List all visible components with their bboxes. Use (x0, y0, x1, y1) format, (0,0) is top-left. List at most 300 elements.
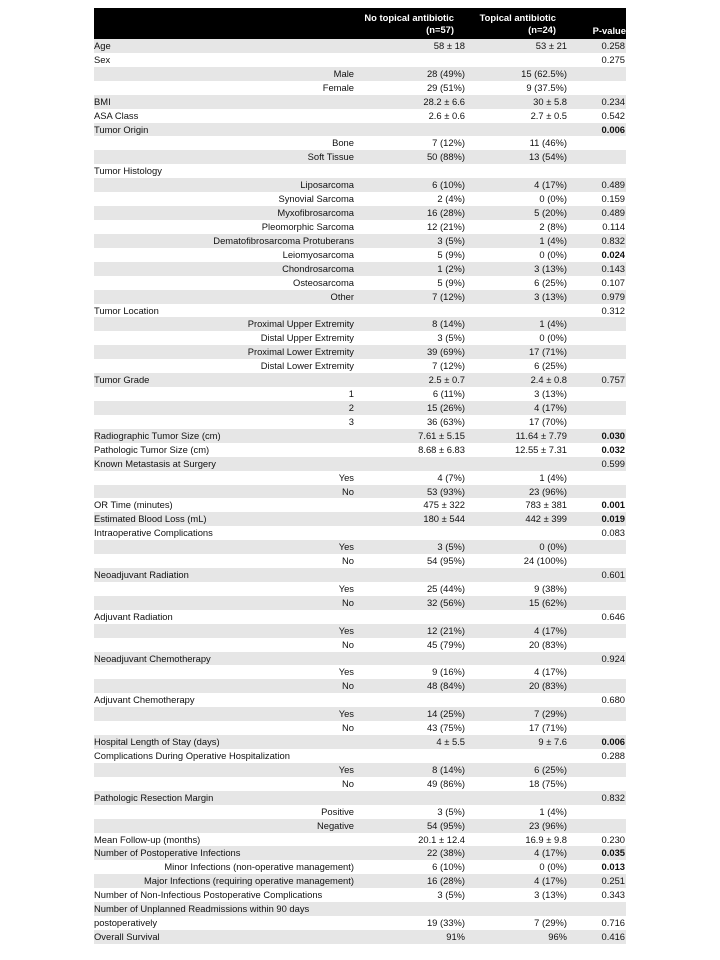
table-row (94, 819, 626, 833)
no-topical-value (354, 749, 465, 763)
p-value: 0.832 (601, 234, 625, 246)
p-value: 0.275 (601, 53, 625, 65)
topical-value: 13 (54%) (528, 151, 567, 163)
row-label: Pathologic Tumor Size (cm) (94, 443, 210, 455)
p-value (567, 401, 626, 415)
topical-value (465, 791, 567, 805)
p-value: 0.258 (601, 40, 625, 51)
row-label: 3 (348, 415, 354, 427)
topical-value: 18 (75%) (528, 777, 567, 789)
p-value: 0.489 (601, 207, 625, 219)
table-body (94, 39, 626, 944)
table-row (94, 331, 626, 345)
p-value: 0.489 (601, 179, 625, 191)
p-value: 0.599 (601, 457, 625, 469)
table-row (94, 248, 626, 262)
row-label: No (342, 485, 354, 497)
table-header (94, 8, 626, 39)
row-label: Overall Survival (94, 931, 160, 942)
no-topical-value: 2.5 ± 0.7 (428, 374, 465, 386)
no-topical-value (354, 53, 465, 67)
table-row (94, 443, 626, 457)
topical-value: 3 (13%) (534, 262, 567, 274)
p-value (567, 638, 626, 652)
row-label: Hospital Length of Stay (days) (94, 736, 220, 748)
topical-value: 53 ± 21 (535, 40, 567, 51)
table-row (94, 749, 626, 763)
no-topical-value: 28.2 ± 6.6 (423, 95, 465, 107)
p-value: 0.035 (601, 847, 625, 859)
p-value: 0.006 (601, 736, 625, 748)
topical-value: 0 (0%) (539, 248, 567, 260)
table-row (94, 220, 626, 234)
table-row (94, 136, 626, 150)
no-topical-value: 54 (95%) (426, 555, 465, 567)
row-label: Yes (338, 582, 354, 594)
topical-value: 20 (83%) (528, 638, 567, 650)
no-topical-value: 4 ± 5.5 (436, 736, 465, 748)
row-label: Yes (338, 708, 354, 720)
topical-value (465, 610, 567, 624)
topical-value: 442 ± 399 (525, 513, 567, 525)
p-value: 0.924 (601, 652, 625, 664)
row-label: Bone (332, 137, 354, 149)
no-topical-value: 7 (12%) (432, 137, 465, 149)
topical-value (465, 749, 567, 763)
table-row (94, 81, 626, 95)
table-row (94, 554, 626, 568)
table-row (94, 665, 626, 679)
p-value (567, 415, 626, 429)
topical-value: 23 (96%) (528, 485, 567, 497)
table-row (94, 805, 626, 819)
no-topical-value (354, 164, 465, 178)
topical-value: 3 (13%) (534, 290, 567, 302)
p-value: 0.757 (601, 374, 625, 386)
p-value: 0.251 (601, 875, 625, 887)
table-row (94, 276, 626, 290)
no-topical-value: 14 (25%) (426, 708, 465, 720)
no-topical-value: 36 (63%) (426, 415, 465, 427)
p-value (567, 777, 626, 791)
row-label: No (342, 596, 354, 608)
p-value (567, 763, 626, 777)
row-label: Radiographic Tumor Size (cm) (94, 429, 221, 441)
p-value: 0.083 (601, 527, 625, 539)
p-value: 0.230 (601, 833, 625, 845)
p-value: 0.019 (601, 513, 625, 525)
table-row (94, 860, 626, 874)
row-label: Chondrosarcoma (282, 262, 354, 274)
row-label: Neoadjuvant Chemotherapy (94, 652, 211, 664)
p-value (567, 554, 626, 568)
row-label: postoperatively (94, 917, 158, 929)
table-row (94, 95, 626, 109)
row-label: Major Infections (requiring operative management) (144, 875, 354, 887)
p-value (567, 317, 626, 331)
no-topical-value: 16 (28%) (426, 875, 465, 887)
p-value (567, 721, 626, 735)
no-topical-value: 54 (95%) (426, 819, 465, 831)
row-label: Number of Postoperative Infections (94, 847, 241, 859)
no-topical-value (354, 652, 465, 666)
topical-value (465, 304, 567, 318)
topical-value: 15 (62%) (528, 596, 567, 608)
table-row (94, 234, 626, 248)
table-row (94, 53, 626, 67)
no-topical-value: 22 (38%) (426, 847, 465, 859)
data-table (94, 8, 626, 944)
topical-value: 3 (13%) (534, 889, 567, 901)
table-row (94, 791, 626, 805)
table-row (94, 123, 626, 137)
p-value: 0.006 (601, 123, 625, 135)
row-label: Soft Tissue (307, 151, 354, 163)
no-topical-value: 7 (12%) (432, 290, 465, 302)
topical-value: 96% (548, 931, 567, 942)
table-row (94, 652, 626, 666)
no-topical-value: 91% (446, 931, 465, 942)
topical-value: 0 (0%) (539, 193, 567, 205)
no-topical-value: 4 (7%) (437, 471, 465, 483)
row-label: Distal Upper Extremity (260, 332, 354, 344)
header-col1-line1: No topical antibiotic (364, 12, 454, 23)
no-topical-value: 49 (86%) (426, 777, 465, 789)
row-label: Tumor Histology (94, 165, 162, 177)
row-label: Dematofibrosarcoma Protuberans (213, 234, 354, 246)
no-topical-value (354, 610, 465, 624)
row-label: Female (322, 81, 354, 93)
p-value: 0.416 (601, 931, 625, 942)
no-topical-value: 2.6 ± 0.6 (428, 109, 465, 121)
no-topical-value: 475 ± 322 (423, 499, 465, 511)
no-topical-value: 6 (10%) (432, 179, 465, 191)
p-value: 0.234 (601, 95, 625, 107)
p-value (567, 387, 626, 401)
p-value: 0.680 (601, 694, 625, 706)
p-value: 0.542 (601, 109, 625, 121)
topical-value: 20 (83%) (528, 680, 567, 692)
p-value (567, 707, 626, 721)
no-topical-value: 3 (5%) (437, 234, 465, 246)
topical-value: 1 (4%) (539, 805, 567, 817)
p-value (567, 81, 626, 95)
no-topical-value: 5 (9%) (437, 248, 465, 260)
topical-value: 17 (71%) (528, 346, 567, 358)
topical-value: 4 (17%) (534, 666, 567, 678)
no-topical-value (354, 457, 465, 471)
row-label: No (342, 555, 354, 567)
topical-value: 7 (29%) (534, 917, 567, 929)
table-row (94, 373, 626, 387)
row-label: 2 (348, 401, 354, 413)
no-topical-value: 12 (21%) (426, 624, 465, 636)
row-label: Liposarcoma (300, 179, 354, 191)
topical-value: 0 (0%) (539, 332, 567, 344)
topical-value: 9 (37.5%) (526, 81, 567, 93)
table-row (94, 540, 626, 554)
table-row (94, 735, 626, 749)
row-label: Pleomorphic Sarcoma (261, 220, 354, 232)
table-row (94, 916, 626, 930)
no-topical-value: 180 ± 544 (423, 513, 465, 525)
p-value (567, 582, 626, 596)
p-value: 0.024 (601, 248, 625, 260)
topical-value: 1 (4%) (539, 318, 567, 330)
row-label: Negative (316, 819, 354, 831)
no-topical-value: 19 (33%) (426, 917, 465, 929)
row-label: Intraoperative Complications (94, 527, 213, 539)
table-row (94, 693, 626, 707)
row-label: Yes (338, 666, 354, 678)
p-value (567, 345, 626, 359)
no-topical-value: 29 (51%) (426, 81, 465, 93)
no-topical-value (354, 693, 465, 707)
p-value (567, 150, 626, 164)
table-row (94, 206, 626, 220)
topical-value: 23 (96%) (528, 819, 567, 831)
no-topical-value (354, 526, 465, 540)
table-row (94, 109, 626, 123)
table-row (94, 498, 626, 512)
no-topical-value: 8.68 ± 6.83 (418, 443, 465, 455)
no-topical-value: 45 (79%) (426, 638, 465, 650)
table-row (94, 777, 626, 791)
topical-value: 11 (46%) (529, 137, 567, 149)
row-label: Estimated Blood Loss (mL) (94, 513, 207, 525)
p-value (567, 805, 626, 819)
table-row (94, 150, 626, 164)
no-topical-value: 16 (28%) (426, 207, 465, 219)
row-label: Yes (338, 624, 354, 636)
table-row (94, 624, 626, 638)
table-row (94, 262, 626, 276)
no-topical-value: 1 (2%) (437, 262, 465, 274)
row-label: Number of Non-Infectious Postoperative Complications (94, 889, 323, 901)
table-row (94, 512, 626, 526)
row-label: Proximal Upper Extremity (247, 318, 354, 330)
topical-value: 12.55 ± 7.31 (514, 443, 567, 455)
row-label: Tumor Grade (94, 374, 150, 386)
topical-value: 17 (71%) (528, 722, 567, 734)
p-value: 0.312 (601, 304, 625, 316)
row-label: Neoadjuvant Radiation (94, 569, 189, 581)
no-topical-value: 6 (11%) (432, 388, 465, 400)
no-topical-value: 39 (69%) (426, 346, 465, 358)
no-topical-value: 9 (16%) (432, 666, 465, 678)
topical-value: 2.7 ± 0.5 (530, 109, 567, 121)
table-row (94, 707, 626, 721)
row-label: No (342, 722, 354, 734)
topical-value (465, 123, 567, 137)
topical-value: 6 (25%) (534, 276, 567, 288)
row-label: Yes (338, 541, 354, 553)
p-value: 0.288 (601, 750, 625, 762)
topical-value: 9 ± 7.6 (538, 736, 567, 748)
p-value: 0.601 (601, 569, 625, 581)
header-p-value (556, 8, 626, 39)
topical-value: 30 ± 5.8 (533, 95, 567, 107)
topical-value: 2 (8%) (539, 220, 567, 232)
p-value (567, 359, 626, 373)
topical-value: 15 (62.5%) (521, 67, 567, 79)
p-value: 0.030 (601, 429, 625, 441)
table-row (94, 39, 626, 53)
p-value: 0.107 (601, 276, 625, 288)
row-label: Mean Follow-up (months) (94, 833, 201, 845)
topical-value: 24 (100%) (523, 555, 567, 567)
topical-value: 4 (17%) (534, 624, 567, 636)
topical-value (465, 457, 567, 471)
table-row (94, 721, 626, 735)
header-col3: P-value (592, 25, 626, 36)
p-value (567, 624, 626, 638)
table-row (94, 345, 626, 359)
topical-value: 1 (4%) (539, 234, 567, 246)
row-label: Synovial Sarcoma (278, 193, 354, 205)
topical-value: 7 (29%) (534, 708, 567, 720)
topical-value: 11.64 ± 7.79 (515, 429, 567, 441)
row-label: OR Time (minutes) (94, 499, 173, 511)
row-label: Sex (94, 53, 111, 65)
p-value (567, 679, 626, 693)
header-col2-line2: (n=24) (528, 24, 556, 35)
p-value: 0.114 (602, 220, 625, 232)
table-row (94, 471, 626, 485)
topical-value (465, 53, 567, 67)
no-topical-value: 3 (5%) (437, 541, 465, 553)
row-label: 1 (348, 388, 354, 400)
p-value: 0.013 (601, 861, 625, 873)
table-row (94, 638, 626, 652)
p-value: 0.343 (601, 889, 625, 901)
topical-value: 783 ± 381 (525, 499, 567, 511)
row-label: Adjuvant Radiation (94, 610, 173, 622)
topical-value (465, 568, 567, 582)
p-value (567, 67, 626, 81)
topical-value: 1 (4%) (539, 471, 567, 483)
row-label: Age (94, 40, 111, 51)
table-row (94, 833, 626, 847)
row-label: Male (333, 67, 354, 79)
table-row (94, 387, 626, 401)
header-blank-cell (94, 8, 275, 39)
topical-value: 5 (20%) (534, 207, 567, 219)
no-topical-value: 20.1 ± 12.4 (418, 833, 465, 845)
table-row (94, 457, 626, 471)
no-topical-value: 53 (93%) (426, 485, 465, 497)
p-value: 0.646 (601, 610, 625, 622)
p-value: 0.832 (601, 791, 625, 803)
no-topical-value: 12 (21%) (426, 220, 465, 232)
row-label: Leiomyosarcoma (282, 248, 354, 260)
no-topical-value: 5 (9%) (437, 276, 465, 288)
row-label: Positive (321, 805, 354, 817)
no-topical-value (354, 123, 465, 137)
row-label: Distal Lower Extremity (260, 360, 354, 372)
row-label: Osteosarcoma (293, 276, 354, 288)
table-row (94, 526, 626, 540)
table-row (94, 359, 626, 373)
table-row (94, 582, 626, 596)
topical-value: 4 (17%) (534, 179, 567, 191)
p-value (567, 819, 626, 833)
topical-value: 4 (17%) (534, 847, 567, 859)
p-value (567, 665, 626, 679)
row-label: No (342, 638, 354, 650)
topical-value: 0 (0%) (539, 861, 567, 873)
table-row (94, 902, 626, 916)
table-row (94, 485, 626, 499)
no-topical-value: 6 (10%) (432, 861, 465, 873)
no-topical-value: 3 (5%) (437, 805, 465, 817)
table-row (94, 568, 626, 582)
p-value (567, 331, 626, 345)
no-topical-value (354, 902, 465, 916)
no-topical-value: 25 (44%) (426, 582, 465, 594)
p-value (567, 136, 626, 150)
topical-value (465, 164, 567, 178)
p-value (567, 540, 626, 554)
no-topical-value: 2 (4%) (437, 193, 465, 205)
p-value (567, 164, 626, 178)
no-topical-value: 28 (49%) (426, 67, 465, 79)
table-row (94, 888, 626, 902)
table-row (94, 429, 626, 443)
table-row (94, 679, 626, 693)
row-label: ASA Class (94, 109, 139, 121)
no-topical-value (354, 568, 465, 582)
row-label: No (342, 777, 354, 789)
row-label: Known Metastasis at Surgery (94, 457, 216, 469)
topical-value: 9 (38%) (534, 582, 567, 594)
topical-value: 17 (70%) (528, 415, 567, 427)
no-topical-value: 50 (88%) (426, 151, 465, 163)
row-label: Minor Infections (non-operative management) (164, 861, 354, 873)
row-label: Adjuvant Chemotherapy (94, 694, 195, 706)
table-row (94, 930, 626, 944)
p-value: 0.143 (601, 262, 625, 274)
topical-value: 16.9 ± 9.8 (525, 833, 567, 845)
no-topical-value: 7 (12%) (432, 360, 465, 372)
row-label: Myxofibrosarcoma (277, 207, 354, 219)
table-row (94, 178, 626, 192)
table-row (94, 164, 626, 178)
no-topical-value (354, 791, 465, 805)
no-topical-value: 32 (56%) (426, 596, 465, 608)
topical-value: 4 (17%) (534, 401, 567, 413)
p-value (567, 902, 626, 916)
p-value (567, 485, 626, 499)
p-value (567, 596, 626, 610)
no-topical-value: 7.61 ± 5.15 (418, 429, 465, 441)
p-value: 0.159 (601, 193, 625, 205)
topical-value (465, 526, 567, 540)
p-value (567, 471, 626, 485)
table-row (94, 290, 626, 304)
no-topical-value: 58 ± 18 (433, 40, 465, 51)
topical-value: 3 (13%) (534, 388, 567, 400)
no-topical-value: 15 (26%) (426, 401, 465, 413)
no-topical-value: 3 (5%) (437, 889, 465, 901)
row-label: Number of Unplanned Readmissions within 90 days (94, 903, 310, 915)
header-col1-line2: (n=57) (426, 24, 454, 35)
row-label: Yes (338, 763, 354, 775)
row-label: Other (330, 290, 354, 302)
table-row (94, 304, 626, 318)
header-col2-line1: Topical antibiotic (479, 12, 556, 23)
header-topical-antibiotic (454, 8, 556, 39)
